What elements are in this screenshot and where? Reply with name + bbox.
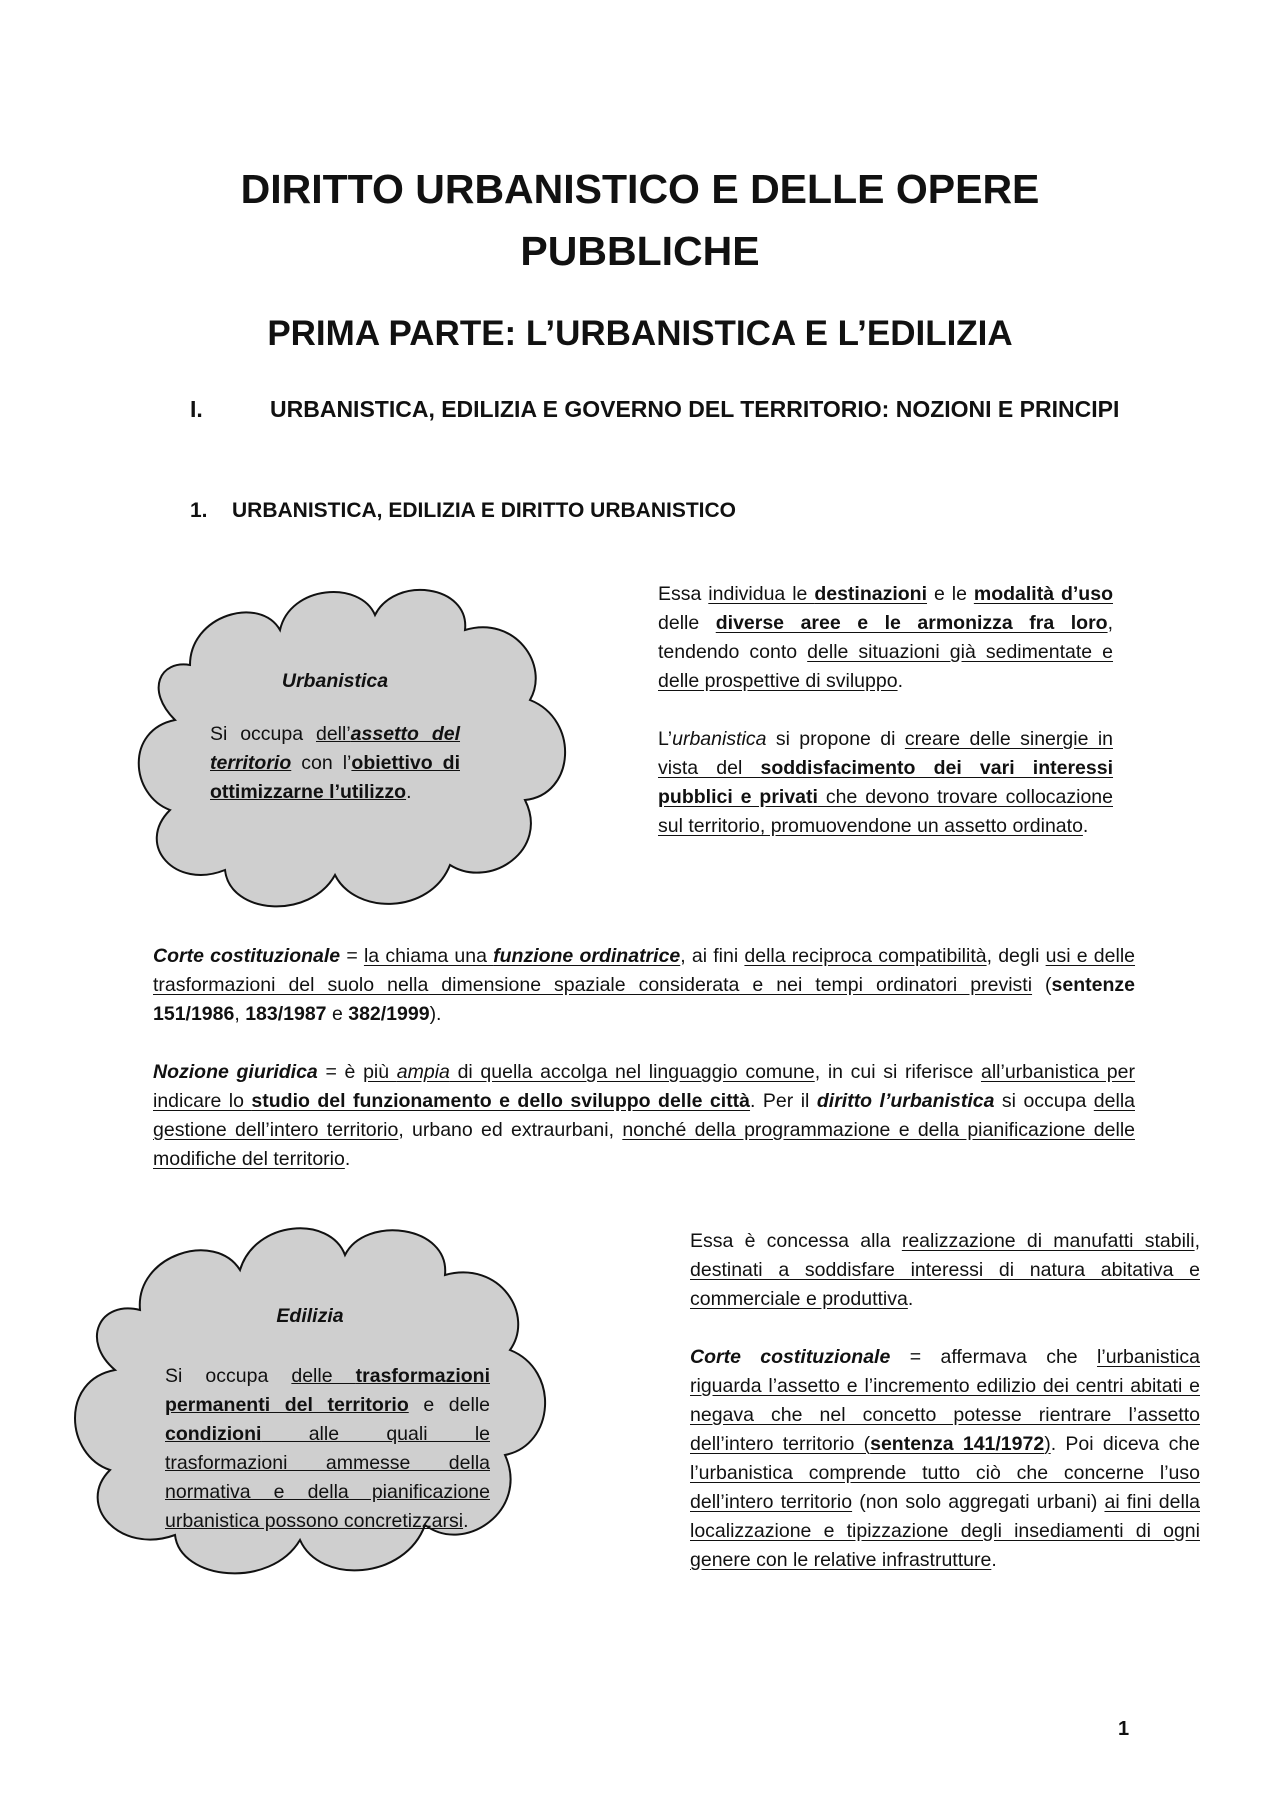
text-run: delle situazioni già sedimentate e delle prospettive di sviluppo: [658, 641, 1114, 692]
text-run: (non solo aggregati urbani): [852, 1491, 1105, 1513]
text-run: usi e delle trasformazioni del suolo nella dimensione spaziale considerata e nei tempi ordinatori previsti: [153, 945, 1136, 996]
section-heading: [190, 496, 736, 526]
text-run: ,: [1194, 1230, 1200, 1252]
text-run: sentenza 141/1972: [870, 1433, 1045, 1455]
corte-costituzionale-paragraph: [153, 942, 1135, 1029]
text-run: delle: [291, 1365, 356, 1387]
text-run: della gestione dell’intero territorio: [153, 1090, 1135, 1141]
text-run: nonché della programmazione e della pianificazione delle modifiche del territorio: [153, 1119, 1135, 1170]
text-run: più: [363, 1061, 397, 1083]
text-run: . Poi diceva che: [1050, 1433, 1201, 1455]
text-run: ).: [429, 1003, 442, 1025]
edilizia-description: [690, 1227, 1200, 1314]
page-number: 1: [1118, 1718, 1130, 1740]
text-run: Si occupa: [210, 723, 316, 745]
text-run: di quella accolga nel linguaggio comune: [449, 1061, 815, 1083]
cloud-title: Edilizia: [276, 1305, 344, 1327]
text-run: , ai fini: [680, 945, 745, 967]
text-run: trasformazioni permanenti del territorio: [165, 1365, 490, 1416]
cloud-urbanistica: [130, 570, 570, 920]
text-run: Essa è concessa alla: [690, 1230, 902, 1252]
text-run: assetto del territorio: [210, 723, 461, 774]
text-run: destinazioni: [814, 583, 928, 605]
text-run: .: [907, 1288, 914, 1310]
text-run: , degli: [986, 945, 1046, 967]
text-run: ,: [234, 1003, 246, 1025]
text-run: diverse aree e le armonizza fra loro: [715, 612, 1108, 634]
text-run: sentenze 151/1986: [153, 974, 1135, 1025]
text-run: individua le: [708, 583, 815, 605]
text-run: e: [326, 1003, 349, 1025]
text-run: , tendendo conto: [658, 612, 1113, 663]
text-run: della reciproca compatibilità: [744, 945, 987, 967]
text-run: .: [991, 1549, 997, 1571]
urbanistica-description: [658, 580, 1113, 696]
text-run: = è: [317, 1061, 364, 1083]
text-run: soddisfacimento dei vari interessi pubblici e privati: [658, 757, 1114, 808]
text-run: 382/1999: [348, 1003, 430, 1025]
text-run: studio del funzionamento e dello sviluppo delle città: [251, 1090, 751, 1112]
text-run: destinati a soddisfare interessi di natura abitativa e commerciale e produttiva: [690, 1259, 1200, 1310]
text-run: . Per il: [750, 1090, 817, 1112]
text-run: diritto l’urbanistica: [816, 1090, 995, 1112]
cloud-text: [210, 720, 460, 807]
text-run: all’urbanistica per indicare lo: [153, 1061, 1135, 1112]
text-run: =: [340, 945, 364, 967]
nozione-giuridica-paragraph: [153, 1058, 1135, 1174]
text-run: Si occupa: [165, 1365, 292, 1387]
cloud-edilizia: [65, 1205, 555, 1590]
text-run: urbanistica: [672, 728, 767, 750]
text-run: e le: [927, 583, 974, 605]
chapter-heading: [190, 392, 1135, 427]
text-run: dell’: [315, 723, 351, 745]
text-run: modalità d’uso: [973, 583, 1113, 605]
text-run: .: [897, 670, 903, 692]
section-number: 1.: [190, 499, 208, 522]
urbanistica-purpose: [658, 725, 1113, 841]
text-run: ampia: [396, 1061, 450, 1083]
text-run: delle: [658, 612, 716, 634]
text-run: .: [344, 1148, 351, 1170]
text-run: .: [406, 781, 412, 803]
text-run: 183/1987: [245, 1003, 327, 1025]
document-title: [150, 158, 1130, 282]
text-run: si occupa: [994, 1090, 1094, 1112]
text-run: L’: [658, 728, 673, 750]
document-subtitle: PRIMA PARTE: L’URBANISTICA E L’EDILIZIA: [267, 314, 1013, 353]
text-run: la chiama una: [363, 945, 494, 967]
text-run: , urbano ed extraurbani,: [398, 1119, 623, 1141]
text-run: .: [1082, 815, 1089, 837]
text-run: Corte costituzionale: [153, 945, 341, 967]
section-title: URBANISTICA, EDILIZIA E DIRITTO URBANISTICO: [232, 499, 736, 522]
edilizia-corte-costituzionale: [690, 1343, 1200, 1575]
cloud-text: [165, 1362, 490, 1536]
text-run: condizioni: [165, 1423, 262, 1445]
text-run: e delle: [408, 1394, 490, 1416]
text-run: ): [1044, 1433, 1051, 1455]
text-run: , in cui si riferisce: [814, 1061, 981, 1083]
text-run: che devono trovare collocazione sul territorio, promuovendone un assetto ordinato: [658, 786, 1113, 837]
text-run: l’urbanistica comprende tutto ciò che concerne l’uso dell’intero territorio: [690, 1462, 1200, 1513]
text-run: si propone di: [766, 728, 905, 750]
title-line-2: PUBBLICHE: [520, 228, 760, 274]
text-run: = affermava che: [890, 1346, 1098, 1368]
text-run: con l’: [291, 752, 352, 774]
chapter-title: URBANISTICA, EDILIZIA E GOVERNO DEL TERRITORIO: NOZIONI E PRINCIPI: [270, 396, 1120, 422]
text-run: .: [463, 1510, 469, 1532]
text-run: l’urbanistica riguarda l’assetto e l’incremento edilizio dei centri abitati e negava che nel concetto potesse rientrare l’assetto dell’intero territorio (: [690, 1346, 1200, 1455]
text-run: creare delle sinergie in vista del: [658, 728, 1113, 779]
chapter-number: I.: [190, 396, 203, 422]
text-run: funzione ordinatrice: [493, 945, 681, 967]
text-run: alle quali le trasformazioni ammesse della normativa e della pianificazione urbanistica possono concretizzarsi: [165, 1423, 490, 1532]
text-run: Corte costituzionale: [690, 1346, 891, 1368]
cloud-title: Urbanistica: [281, 670, 389, 692]
text-run: realizzazione di manufatti stabili: [901, 1230, 1195, 1252]
title-line-1: DIRITTO URBANISTICO E DELLE OPERE: [240, 166, 1040, 212]
text-run: Nozione giuridica: [153, 1061, 318, 1083]
text-run: (: [1032, 974, 1052, 996]
text-run: obiettivo di ottimizzarne l’utilizzo: [210, 752, 460, 803]
text-run: Essa: [658, 583, 709, 605]
text-run: ai fini della localizzazione e tipizzazione degli insediamenti di ogni genere con le relative infrastrutture: [690, 1491, 1200, 1571]
